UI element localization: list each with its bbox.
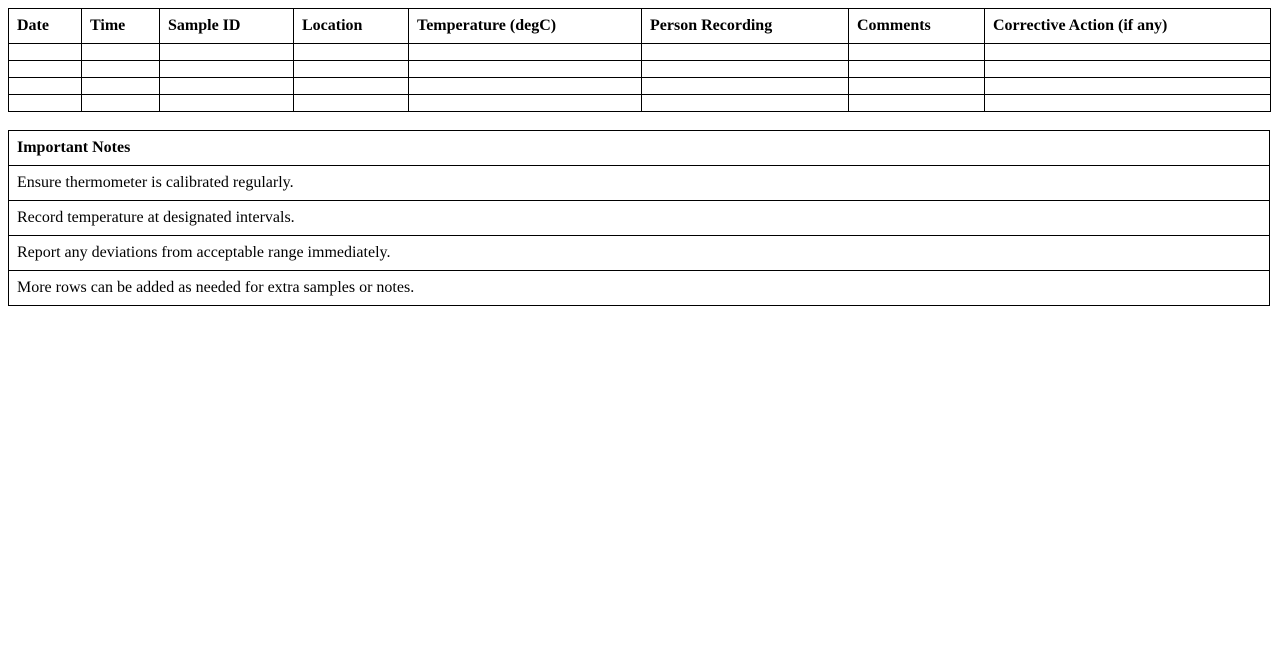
table-cell[interactable] (160, 44, 294, 61)
table-cell[interactable] (294, 61, 409, 78)
column-header-date: Date (9, 9, 82, 44)
list-item (9, 166, 1270, 201)
column-header-corrective-action: Corrective Action (if any) (985, 9, 1271, 44)
note-text: Ensure thermometer is calibrated regularly. (9, 166, 1270, 201)
table-cell[interactable] (294, 44, 409, 61)
table-cell[interactable] (642, 95, 849, 112)
table-cell[interactable] (849, 95, 985, 112)
column-header-time: Time (82, 9, 160, 44)
table-cell[interactable] (160, 78, 294, 95)
notes-heading: Important Notes (9, 131, 1270, 166)
table-row (9, 78, 1271, 95)
table-cell[interactable] (9, 44, 82, 61)
table-cell[interactable] (985, 95, 1271, 112)
table-cell[interactable] (9, 95, 82, 112)
table-cell[interactable] (294, 78, 409, 95)
table-cell[interactable] (849, 61, 985, 78)
table-cell[interactable] (82, 95, 160, 112)
table-cell[interactable] (985, 61, 1271, 78)
table-cell[interactable] (409, 44, 642, 61)
table-cell[interactable] (9, 78, 82, 95)
note-text: Report any deviations from acceptable range immediately. (9, 236, 1270, 271)
table-row (9, 61, 1271, 78)
column-header-person-recording: Person Recording (642, 9, 849, 44)
table-cell[interactable] (82, 61, 160, 78)
table-cell[interactable] (294, 95, 409, 112)
table-cell[interactable] (9, 61, 82, 78)
temperature-log-table (8, 8, 1271, 112)
column-header-temperature: Temperature (degC) (409, 9, 642, 44)
table-cell[interactable] (409, 95, 642, 112)
table-cell[interactable] (849, 78, 985, 95)
table-row (9, 95, 1271, 112)
note-text: More rows can be added as needed for extra samples or notes. (9, 271, 1270, 306)
table-cell[interactable] (82, 78, 160, 95)
table-cell[interactable] (160, 61, 294, 78)
table-cell[interactable] (642, 78, 849, 95)
table-cell[interactable] (409, 78, 642, 95)
table-cell[interactable] (160, 95, 294, 112)
table-cell[interactable] (409, 61, 642, 78)
table-cell[interactable] (642, 44, 849, 61)
list-item (9, 271, 1270, 306)
list-item (9, 236, 1270, 271)
table-row (9, 44, 1271, 61)
table-cell[interactable] (849, 44, 985, 61)
table-cell[interactable] (985, 78, 1271, 95)
note-text: Record temperature at designated intervals. (9, 201, 1270, 236)
table-cell[interactable] (642, 61, 849, 78)
important-notes-table (8, 130, 1270, 306)
table-cell[interactable] (82, 44, 160, 61)
column-header-sample-id: Sample ID (160, 9, 294, 44)
column-header-comments: Comments (849, 9, 985, 44)
notes-header-row (9, 131, 1270, 166)
column-header-location: Location (294, 9, 409, 44)
table-cell[interactable] (985, 44, 1271, 61)
table-header-row (9, 9, 1271, 44)
list-item (9, 201, 1270, 236)
